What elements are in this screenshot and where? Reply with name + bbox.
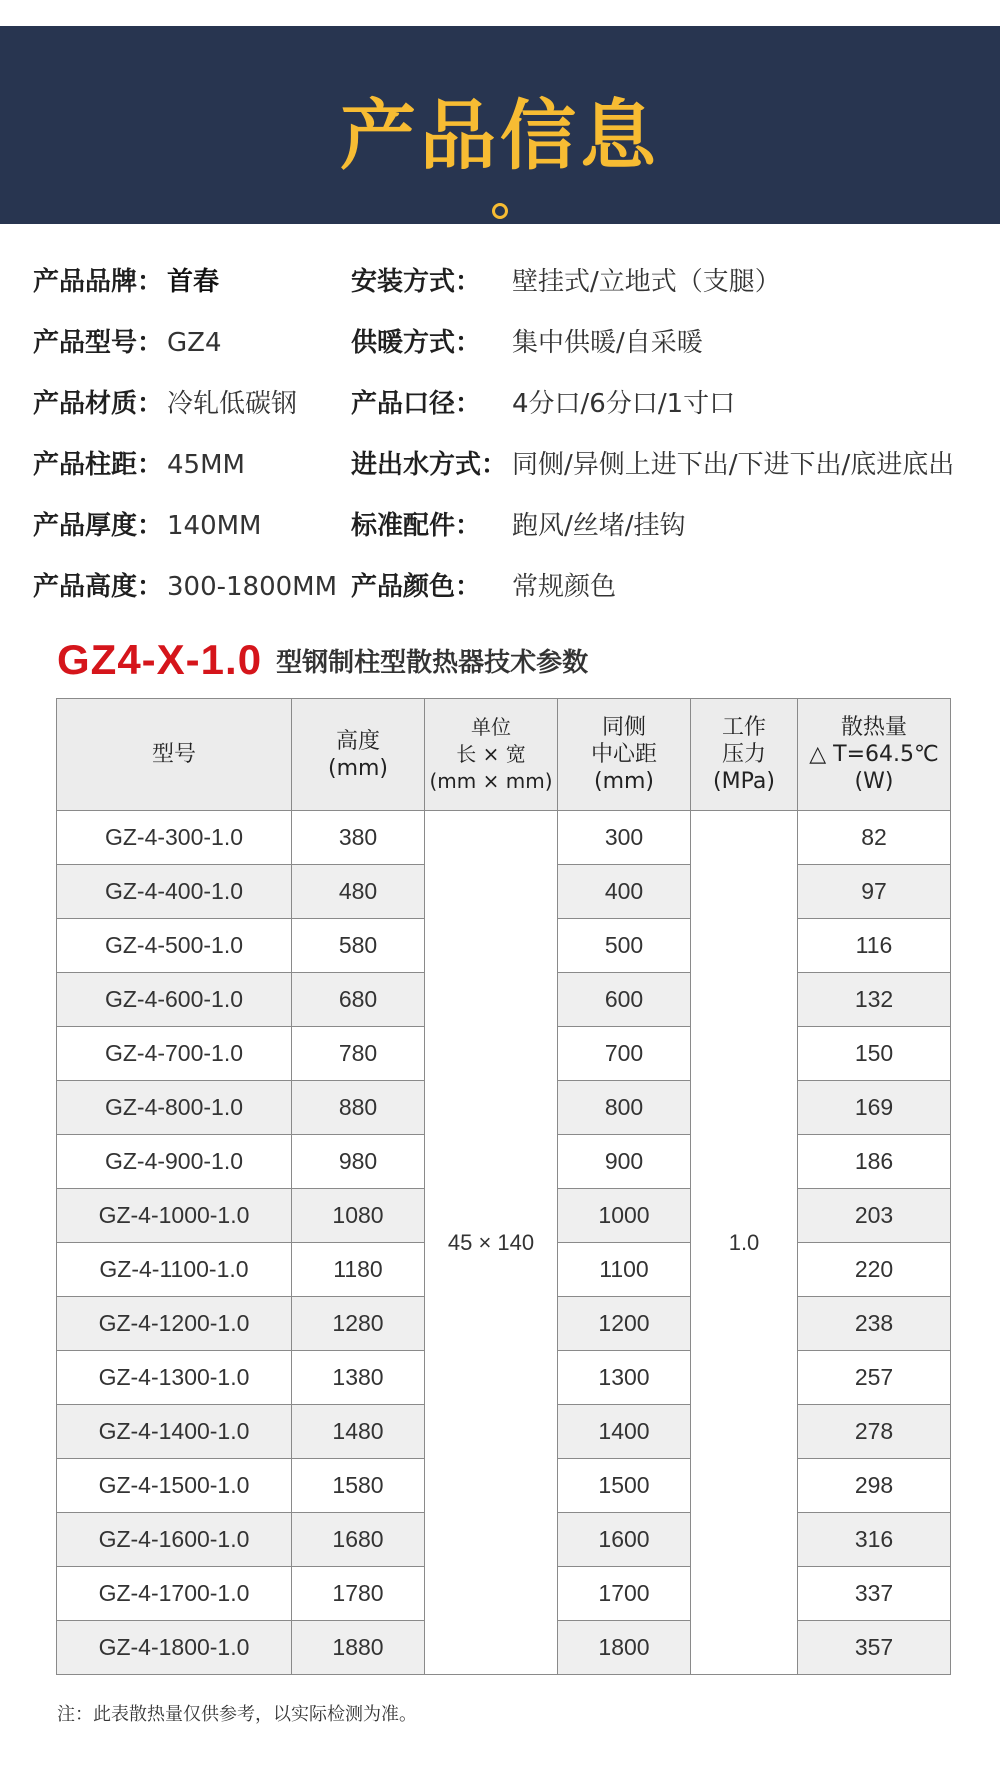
cell-model: GZ-4-1300-1.0 [57, 1351, 292, 1405]
info-label: 产品柱距： [33, 450, 164, 480]
header-line: 工作 [721, 715, 766, 740]
header-line: (W) [854, 769, 894, 794]
header-pressure [691, 699, 798, 811]
cell-height: 1080 [292, 1189, 425, 1243]
info-label: 产品厚度： [33, 511, 164, 541]
header-size [425, 699, 558, 811]
table-row [57, 811, 951, 865]
cell-heat-output: 97 [798, 865, 951, 919]
cell-height: 1880 [292, 1621, 425, 1675]
info-value: 4分口/6分口/1寸口 [512, 389, 736, 419]
cell-center-distance: 1200 [558, 1297, 691, 1351]
cell-center-distance: 1700 [558, 1567, 691, 1621]
cell-center-distance: 400 [558, 865, 691, 919]
cell-height: 1480 [292, 1405, 425, 1459]
cell-heat-output: 169 [798, 1081, 951, 1135]
cell-model: GZ-4-500-1.0 [57, 919, 292, 973]
info-value: 冷轧低碳钢 [167, 389, 298, 419]
cell-model: GZ-4-700-1.0 [57, 1027, 292, 1081]
cell-heat-output: 238 [798, 1297, 951, 1351]
header-line: (mm) [593, 769, 655, 794]
banner-dot-icon [492, 203, 508, 219]
info-value: 140MM [167, 511, 262, 541]
cell-heat-output: 337 [798, 1567, 951, 1621]
cell-model: GZ-4-1200-1.0 [57, 1297, 292, 1351]
info-label: 进出水方式： [351, 450, 508, 480]
cell-center-distance: 700 [558, 1027, 691, 1081]
table-header-row [57, 699, 951, 811]
cell-model: GZ-4-800-1.0 [57, 1081, 292, 1135]
cell-heat-output: 257 [798, 1351, 951, 1405]
cell-height: 1780 [292, 1567, 425, 1621]
cell-height: 680 [292, 973, 425, 1027]
info-value: GZ4 [167, 328, 222, 358]
info-label: 供暖方式： [351, 328, 482, 358]
info-value: 集中供暖/自采暖 [512, 328, 703, 358]
info-row [33, 445, 993, 506]
info-label: 安装方式： [351, 267, 482, 297]
cell-center-distance: 1300 [558, 1351, 691, 1405]
cell-model: GZ-4-1000-1.0 [57, 1189, 292, 1243]
banner-title: 产品信息 [340, 91, 660, 180]
cell-model: GZ-4-400-1.0 [57, 865, 292, 919]
header-line: 型号 [151, 742, 196, 767]
info-label: 标准配件： [351, 511, 482, 541]
info-value: 45MM [167, 450, 245, 480]
cell-height: 580 [292, 919, 425, 973]
cell-size: 45 × 140 [425, 811, 558, 1675]
cell-heat-output: 186 [798, 1135, 951, 1189]
spec-table-wrapper [56, 698, 950, 1675]
cell-model: GZ-4-900-1.0 [57, 1135, 292, 1189]
cell-height: 380 [292, 811, 425, 865]
cell-heat-output: 150 [798, 1027, 951, 1081]
cell-heat-output: 316 [798, 1513, 951, 1567]
info-label: 产品型号： [33, 328, 164, 358]
spec-description: 型钢制柱型散热器技术参数 [276, 647, 589, 678]
info-value: 跑风/丝堵/挂钩 [512, 511, 686, 541]
cell-center-distance: 1000 [558, 1189, 691, 1243]
cell-model: GZ-4-1700-1.0 [57, 1567, 292, 1621]
header-line: △ T=64.5℃ [809, 742, 939, 767]
header-model [57, 699, 292, 811]
cell-height: 1580 [292, 1459, 425, 1513]
header-center-distance [558, 699, 691, 811]
table-note: 注：此表散热量仅供参考，以实际检测为准。 [57, 1704, 417, 1725]
header-banner [0, 26, 1000, 224]
header-line: 散热量 [840, 715, 907, 740]
info-label: 产品材质： [33, 389, 164, 419]
header-height [292, 699, 425, 811]
cell-model: GZ-4-1100-1.0 [57, 1243, 292, 1297]
cell-center-distance: 600 [558, 973, 691, 1027]
info-value: 300-1800MM [167, 572, 338, 602]
cell-heat-output: 132 [798, 973, 951, 1027]
cell-center-distance: 300 [558, 811, 691, 865]
cell-height: 1280 [292, 1297, 425, 1351]
header-line: 高度 [335, 728, 380, 754]
cell-model: GZ-4-1400-1.0 [57, 1405, 292, 1459]
cell-height: 1680 [292, 1513, 425, 1567]
info-label: 产品颜色： [351, 572, 482, 602]
cell-model: GZ-4-600-1.0 [57, 973, 292, 1027]
cell-center-distance: 500 [558, 919, 691, 973]
info-label: 产品品牌： [33, 267, 164, 297]
cell-model: GZ-4-300-1.0 [57, 811, 292, 865]
cell-center-distance: 1600 [558, 1513, 691, 1567]
cell-heat-output: 357 [798, 1621, 951, 1675]
info-value: 常规颜色 [512, 572, 617, 602]
cell-heat-output: 220 [798, 1243, 951, 1297]
cell-center-distance: 900 [558, 1135, 691, 1189]
header-line: (mm) [327, 755, 389, 781]
cell-heat-output: 298 [798, 1459, 951, 1513]
cell-center-distance: 1500 [558, 1459, 691, 1513]
cell-heat-output: 82 [798, 811, 951, 865]
spec-code: GZ4-X-1.0 [57, 636, 263, 683]
cell-heat-output: 278 [798, 1405, 951, 1459]
info-label: 产品口径： [351, 389, 482, 419]
spec-table [56, 698, 951, 1675]
cell-height: 780 [292, 1027, 425, 1081]
product-info [33, 262, 993, 628]
header-line: 单位 [471, 715, 511, 739]
cell-center-distance: 1100 [558, 1243, 691, 1297]
cell-model: GZ-4-1500-1.0 [57, 1459, 292, 1513]
cell-heat-output: 203 [798, 1189, 951, 1243]
info-row [33, 506, 993, 567]
header-line: (MPa) [713, 769, 775, 794]
info-row [33, 262, 993, 323]
cell-heat-output: 116 [798, 919, 951, 973]
cell-height: 880 [292, 1081, 425, 1135]
cell-model: GZ-4-1800-1.0 [57, 1621, 292, 1675]
header-line: 同侧 [601, 715, 646, 740]
cell-model: GZ-4-1600-1.0 [57, 1513, 292, 1567]
header-line: 中心距 [590, 742, 657, 767]
cell-height: 480 [292, 865, 425, 919]
cell-center-distance: 1800 [558, 1621, 691, 1675]
header-line: 长 × 宽 [456, 742, 526, 766]
header-heat-output [798, 699, 951, 811]
info-value: 同侧/异侧上进下出/下进下出/底进底出 [512, 450, 955, 480]
cell-height: 1180 [292, 1243, 425, 1297]
info-row [33, 323, 993, 384]
cell-pressure: 1.0 [691, 811, 798, 1675]
header-line: (mm × mm) [429, 769, 553, 793]
header-line: 压力 [721, 742, 766, 767]
info-label: 产品高度： [33, 572, 164, 602]
cell-height: 980 [292, 1135, 425, 1189]
info-value: 首春 [167, 267, 220, 297]
cell-height: 1380 [292, 1351, 425, 1405]
info-row [33, 384, 993, 445]
cell-center-distance: 800 [558, 1081, 691, 1135]
info-value: 壁挂式/立地式（支腿） [512, 267, 781, 297]
info-row [33, 567, 993, 628]
spec-title [57, 636, 588, 684]
cell-center-distance: 1400 [558, 1405, 691, 1459]
